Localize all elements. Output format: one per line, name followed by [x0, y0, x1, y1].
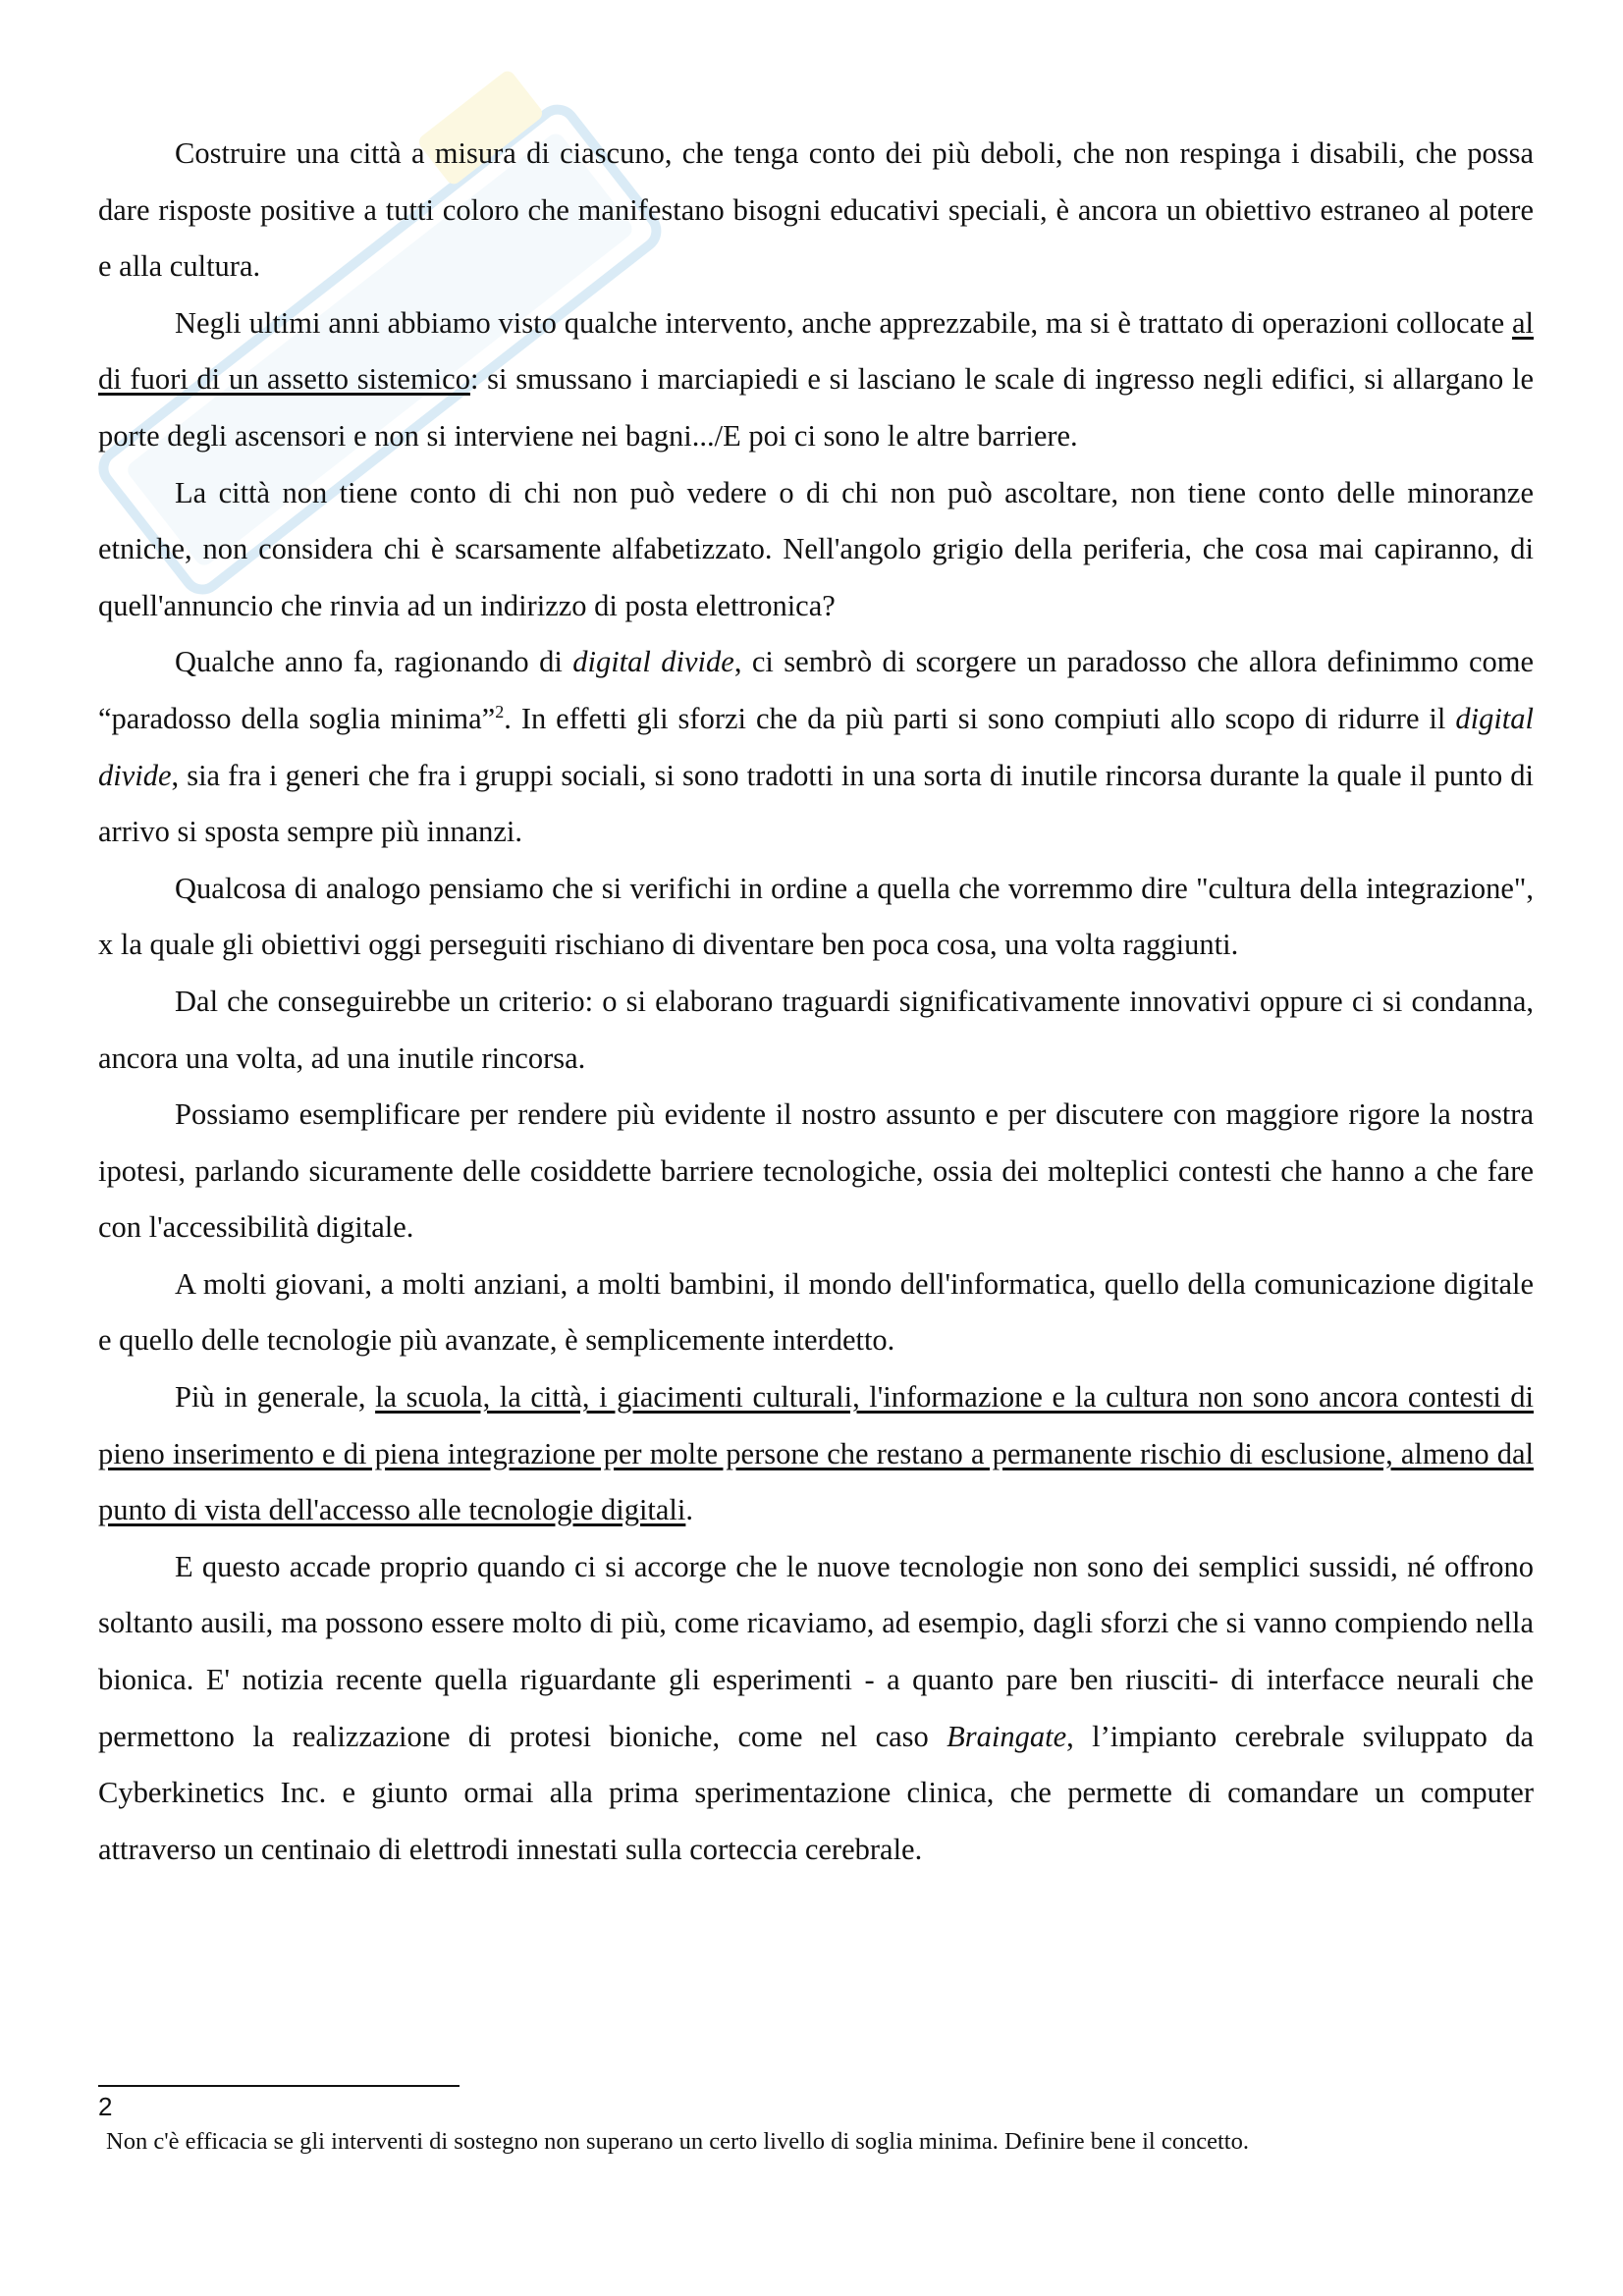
paragraph-3 — [98, 465, 1534, 635]
footnote-separator — [98, 2085, 460, 2087]
underlined-text: al di fuori di un assetto sistemico — [98, 305, 1534, 397]
paragraph-4 — [98, 634, 1534, 860]
text-run: Più in generale, — [175, 1380, 376, 1415]
italic-term: digital divide — [98, 701, 1534, 792]
text-run: La città non tiene conto di chi non può vedere o di chi non può ascoltare, non tiene conto delle minoranze etniche, non considera chi è scarsamente alfabetizzato. Nell'angolo grigio della periferia, che cosa mai capiranno, di quell'annuncio che rinvia ad un indirizzo di posta elettronica? — [98, 475, 1534, 622]
text-run: , sia fra i generi che fra i gruppi sociali, si sono tradotti in una sorta di inutile rincorsa durante la quale il punto di arrivo si sposta sempre più innanzi. — [98, 758, 1534, 849]
footnote-reference: 2 — [495, 701, 505, 721]
text-run: Dal che conseguirebbe un criterio: o si elaborano traguardi significativamente innovativi oppure ci si condanna, ancora una volta, ad una inutile rincorsa. — [98, 984, 1534, 1075]
text-run: : si smussano i marciapiedi e si lasciano le scale di ingresso negli edifici, si allargano le porte degli ascensori e non si interviene nei bagni.../E poi ci sono le altre barriere. — [98, 362, 1534, 453]
text-run: , ci sembrò di scorgere un paradosso che allora definimmo come “paradosso della soglia minima” — [98, 645, 1534, 735]
text-run: Negli ultimi anni abbiamo visto qualche intervento, anche apprezzabile, ma si è trattato di operazioni collocate — [175, 305, 1512, 340]
text-run: , l’impianto cerebrale sviluppato da Cyberkinetics Inc. e giunto ormai alla prima sperimentazione clinica, che permette di comandare un computer attraverso un centinaio di elettrodi innestati sulla corteccia cerebrale. — [98, 1719, 1534, 1866]
paragraph-5 — [98, 861, 1534, 974]
underlined-text: la scuola, la città, i giacimenti culturali, l'informazione e la cultura non sono ancora contesti di pieno inserimento e di piena integrazione per molte persone che restano a permanente rischio di esclusione, almeno dal punto di vista dell'accesso alle tecnologie digitali — [98, 1380, 1534, 1527]
paragraph-8 — [98, 1256, 1534, 1369]
footnote-number: 2 — [98, 2092, 113, 2121]
text-run: E questo accade proprio quando ci si accorge che le nuove tecnologie non sono dei semplici sussidi, né offrono soltanto ausili, ma possono essere molto di più, come ricaviamo, ad esempio, dagli sforzi che si vanno compiendo nella bionica. E' notizia recente quella riguardante gli esperimenti - a quanto pare ben riusciti- di interfacce neurali che permettono la realizzazione di protesi bioniche, come nel caso — [98, 1549, 1534, 1753]
text-run: A molti giovani, a molti anziani, a molti bambini, il mondo dell'informatica, quello della comunicazione digitale e quello delle tecnologie più avanzate, è semplicemente interdetto. — [98, 1266, 1534, 1358]
text-run: . In effetti gli sforzi che da più parti si sono compiuti allo scopo di ridurre il — [504, 701, 1456, 735]
text-run: Qualche anno fa, ragionando di — [175, 645, 573, 679]
italic-term: Braingate — [947, 1719, 1067, 1753]
italic-term: digital divide — [572, 645, 734, 679]
document-body — [98, 126, 1534, 1878]
text-run: . — [685, 1493, 694, 1527]
footnote-text: Non c'è efficacia se gli interventi di sostegno non superano un certo livello di soglia minima. Definire bene il concetto. — [106, 2128, 1249, 2155]
paragraph-7 — [98, 1087, 1534, 1256]
text-run: Costruire una città a misura di ciascuno, che tenga conto dei più deboli, che non respinga i disabili, che possa dare risposte positive a tutti coloro che manifestano bisogni educativi speciali, è ancora un obiettivo estraneo al potere e alla cultura. — [98, 136, 1534, 284]
paragraph-9 — [98, 1369, 1534, 1539]
paragraph-10 — [98, 1539, 1534, 1879]
paragraph-6 — [98, 974, 1534, 1087]
text-run: Qualcosa di analogo pensiamo che si verifichi in ordine a quella che vorremmo dire "cultura della integrazione", x la quale gli obiettivi oggi perseguiti rischiano di diventare ben poca cosa, una volta raggiunti. — [98, 871, 1534, 962]
paragraph-2 — [98, 295, 1534, 465]
text-run: Possiamo esemplificare per rendere più evidente il nostro assunto e per discutere con maggiore rigore la nostra ipotesi, parlando sicuramente delle cosiddette barriere tecnologiche, ossia dei molteplici contesti che hanno a che fare con l'accessibilità digitale. — [98, 1097, 1534, 1245]
paragraph-1 — [98, 126, 1534, 295]
